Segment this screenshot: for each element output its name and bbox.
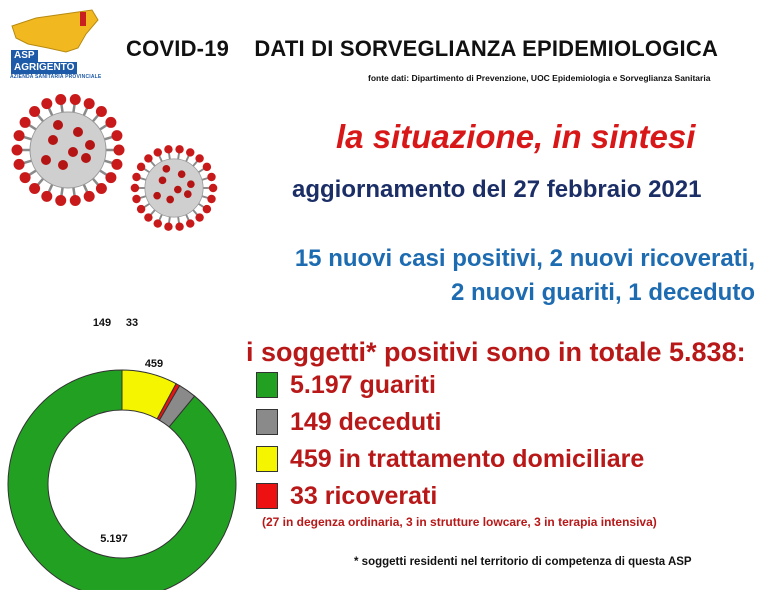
virus-spike-tip	[175, 222, 183, 230]
virus-spike-tip	[96, 183, 107, 194]
logo-accent	[80, 12, 86, 26]
virus-spike-tip	[195, 154, 203, 162]
virus-spike-tip	[207, 173, 215, 181]
legend-label: 149 deceduti	[290, 407, 442, 436]
virus-spike-tip	[186, 219, 194, 227]
virus-spike-tip	[186, 148, 194, 156]
page-title: COVID-19 DATI DI SORVEGLIANZA EPIDEMIOLOGICA	[126, 36, 719, 61]
virus-spike-tip	[154, 219, 162, 227]
pie-data-label: 5.197	[100, 533, 128, 545]
virus-spike-tip	[175, 145, 183, 153]
virus-spike-tip	[207, 195, 215, 203]
hospitalized-detail: (27 in degenza ordinaria, 3 in strutture lowcare, 3 in terapia intensiva)	[262, 515, 657, 529]
virus-spot	[153, 192, 161, 200]
virus-spot	[184, 190, 192, 198]
virus-spike-tip	[12, 145, 23, 156]
virus-spike-tip	[20, 117, 31, 128]
legend-swatch	[256, 409, 278, 435]
virus-spike-tip	[41, 98, 52, 109]
legend-label: 5.197 guariti	[290, 370, 436, 399]
virus-spike-tip	[29, 183, 40, 194]
virus-spike-tip	[70, 94, 81, 105]
virus-spike-tip	[105, 172, 116, 183]
virus-spike-tip	[132, 173, 140, 181]
virus-spike-tip	[164, 222, 172, 230]
virus-spot	[48, 135, 58, 145]
legend-swatch	[256, 372, 278, 398]
virus-spot	[174, 186, 182, 194]
virus-spike-tip	[114, 145, 125, 156]
virus-spike-tip	[20, 172, 31, 183]
legend-item-home-treatment	[256, 444, 644, 474]
virus-spike-tip	[144, 154, 152, 162]
data-source: fonte dati: Dipartimento di Prevenzione, UOC Epidemiologia e Sorveglianza Sanitaria	[368, 73, 711, 83]
donut-chart	[0, 310, 252, 590]
virus-spike-tip	[14, 130, 25, 141]
logo-text-asp: ASP	[11, 50, 38, 62]
virus-spot	[166, 196, 174, 204]
virus-spike-tip	[195, 213, 203, 221]
virus-spike-tip	[132, 195, 140, 203]
virus-spike-tip	[14, 159, 25, 170]
logo-subtitle: AZIENDA SANITARIA PROVINCIALE	[10, 74, 102, 80]
virus-spot	[85, 140, 95, 150]
virus-spot	[58, 160, 68, 170]
virus-spike-tip	[209, 184, 217, 192]
coronavirus-icon	[8, 90, 128, 210]
virus-spike-tip	[84, 191, 95, 202]
virus-spike-tip	[29, 106, 40, 117]
virus-spot	[159, 177, 167, 185]
headline: la situazione, in sintesi	[336, 118, 696, 155]
virus-spot	[41, 155, 51, 165]
virus-spike-tip	[84, 98, 95, 109]
virus-body	[145, 159, 203, 217]
news-line-2: 2 nuovi guariti, 1 deceduto	[450, 279, 755, 306]
virus-spike-tip	[137, 163, 145, 171]
news-line-1: 15 nuovi casi positivi, 2 nuovi ricoverati,	[294, 245, 755, 272]
virus-spike-tip	[111, 130, 122, 141]
virus-spot	[163, 165, 171, 173]
virus-spike-tip	[96, 106, 107, 117]
legend-item-hospitalized	[256, 481, 437, 511]
virus-spike-tip	[41, 191, 52, 202]
virus-spike-tip	[70, 195, 81, 206]
virus-spike-tip	[111, 159, 122, 170]
virus-spot	[81, 153, 91, 163]
legend-item-deceased	[256, 407, 441, 437]
virus-spike-tip	[105, 117, 116, 128]
pie-data-label: 149	[92, 317, 112, 329]
legend-swatch	[256, 446, 278, 472]
logo-text-agrigento: AGRIGENTO	[11, 62, 77, 74]
pie-data-label: 459	[144, 358, 164, 370]
update-date: aggiornamento del 27 febbraio 2021	[292, 176, 702, 203]
footnote: * soggetti residenti nel territorio di competenza di questa ASP	[354, 556, 692, 568]
virus-spot	[187, 180, 195, 188]
virus-spike-tip	[203, 163, 211, 171]
legend-label: 33 ricoverati	[290, 481, 438, 510]
coronavirus-icon	[128, 142, 220, 234]
virus-spike-tip	[164, 145, 172, 153]
virus-body	[30, 112, 106, 188]
virus-spot	[73, 127, 83, 137]
virus-spike-tip	[55, 94, 66, 105]
virus-spot	[53, 120, 63, 130]
virus-spike-tip	[154, 148, 162, 156]
virus-spike-tip	[203, 205, 211, 213]
virus-spot	[178, 170, 186, 178]
pie-data-label: 33	[125, 317, 139, 329]
legend-label: 459 in trattamento domiciliare	[290, 444, 645, 473]
total-positive: i soggetti* positivi sono in totale 5.838:	[246, 337, 746, 367]
virus-spot	[68, 147, 78, 157]
virus-spike-tip	[144, 213, 152, 221]
legend-item-recovered	[256, 370, 436, 400]
virus-spike-tip	[55, 195, 66, 206]
virus-spike-tip	[137, 205, 145, 213]
virus-spike-tip	[131, 184, 139, 192]
legend-swatch	[256, 483, 278, 509]
